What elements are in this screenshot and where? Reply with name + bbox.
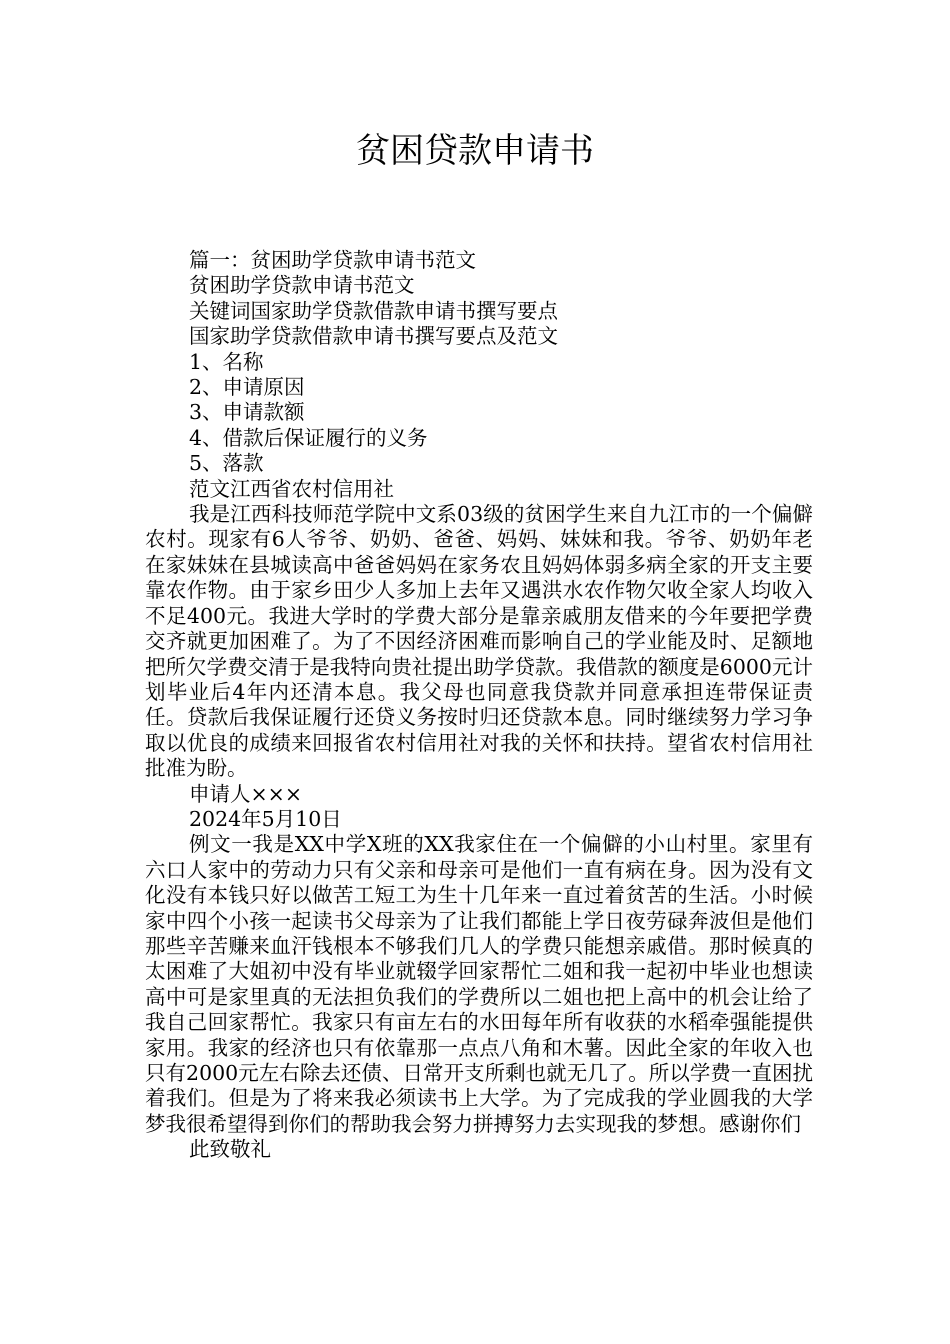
section-heading: 篇一：贫困助学贷款申请书范文: [189, 248, 476, 272]
outline-item: 4、借款后保证履行的义务: [189, 425, 428, 450]
subtitle-line: 贫困助学贷款申请书范文: [189, 273, 415, 298]
outline-item: 3、申请款额: [189, 400, 305, 425]
document-title: 贫困贷款申请书: [356, 131, 594, 171]
outline-item: 2、申请原因: [189, 375, 305, 400]
body-paragraph-1: 我是江西科技师范学院中文系03级的贫困学生来自九江市的一个偏僻农村。现家有6人爷爷、奶奶、爸爸、妈妈、妹妹和我。爷爷、奶奶年老在家妹妹在县城读高中爸爸妈妈在家务农且妈妈体弱多病全家的开支主要靠农作物。由于家乡田少人多加上去年又遇洪水农作物欠收全家人均收入不足400元。我进大学时的学费大部分是靠亲戚朋友借来的今年要把学费交齐就更加困难了。为了不因经济困难而影响自己的学业能及时、足额地把所欠学费交清于是我特向贵社提出助学贷款。我借款的额度是6000元计划毕业后4年内还清本息。我父母也同意我贷款并同意承担连带保证责任。贷款后我保证履行还贷义务按时归还贷款本息。同时继续努力学习争取以优良的成绩来回报省农村信用社对我的关怀和扶持。望省农村信用社批准为盼。: [145, 502, 813, 781]
body-paragraph-2: 例文一我是XX中学X班的XX我家住在一个偏僻的小山村里。家里有六口人家中的劳动力只有父亲和母亲可是他们一直有病在身。因为没有文化没有本钱只好以做苦工短工为生十几年来一直过着贫苦的生活。小时候家中四个小孩一起读书父母亲为了让我们都能上学日夜劳碌奔波但是他们那些辛苦赚来血汗钱根本不够我们几人的学费只能想亲戚借。那时候真的太困难了大姐初中没有毕业就辍学回家帮忙二姐和我一起初中毕业也想读高中可是家里真的无法担负我们的学费所以二姐也把上高中的机会让给了我自己回家帮忙。我家只有亩左右的水田每年所有收获的水稻牵强能提供家用。我家的经济也只有依靠那一点点八角和木薯。因此全家的年收入也只有2000元左右除去还债、日常开支所剩也就无几了。所以学费一直困扰着我们。但是为了将来我必须读书上大学。为了完成我的学业圆我的大学梦我很希望得到你们的帮助我会努力拼搏努力去实现我的梦想。感谢你们: [145, 832, 813, 1136]
outline-item: 5、落款: [189, 451, 264, 476]
closing-line: 此致敬礼: [189, 1137, 271, 1162]
outline-item: 1、名称: [189, 349, 264, 374]
date-line: 2024年5月10日: [189, 806, 342, 831]
example-heading: 范文江西省农村信用社: [189, 476, 394, 501]
keywords-line: 关键词国家助学贷款借款申请书撰写要点: [189, 298, 558, 323]
outline-heading: 国家助学贷款借款申请书撰写要点及范文: [189, 324, 558, 349]
document-body: [145, 248, 813, 1163]
applicant-line: 申请人×××: [189, 781, 303, 806]
